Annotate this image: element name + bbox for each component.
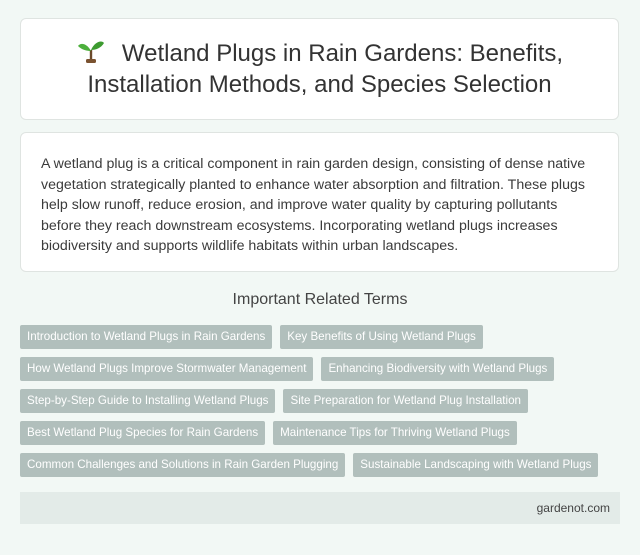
sprout-icon	[76, 39, 106, 63]
related-term-tag[interactable]: How Wetland Plugs Improve Stormwater Management	[20, 357, 313, 381]
related-term-tag[interactable]: Key Benefits of Using Wetland Plugs	[280, 325, 483, 349]
related-terms-list	[20, 325, 624, 477]
related-term-tag[interactable]: Introduction to Wetland Plugs in Rain Gardens	[20, 325, 272, 349]
related-term-tag[interactable]: Sustainable Landscaping with Wetland Plugs	[353, 453, 598, 477]
footer-site-name: gardenot.com	[536, 501, 610, 515]
page-title-text: Wetland Plugs in Rain Gardens: Benefits, Installation Methods, and Species Selection	[87, 40, 564, 98]
related-term-tag[interactable]: Maintenance Tips for Thriving Wetland Plugs	[273, 421, 517, 445]
related-term-tag[interactable]: Step-by-Step Guide to Installing Wetland Plugs	[20, 389, 275, 413]
summary-card	[20, 132, 619, 272]
related-terms-heading: Important Related Terms	[232, 291, 408, 308]
related-term-tag[interactable]: Site Preparation for Wetland Plug Installation	[283, 389, 528, 413]
related-term-tag[interactable]: Best Wetland Plug Species for Rain Gardens	[20, 421, 265, 445]
footer	[20, 492, 620, 524]
related-term-tag[interactable]: Common Challenges and Solutions in Rain Garden Plugging	[20, 453, 345, 477]
title-card	[20, 18, 619, 120]
summary-text: A wetland plug is a critical component in rain garden design, consisting of dense native vegetation strategically planted to enhance water absorption and filtration. These plugs help slow runoff, reduce erosion, and improve water quality by capturing pollutants before they reach downstream ecosystems. Incorporating wetland plugs increases biodiversity and supports wildlife habitats within urban landscapes.	[41, 156, 586, 254]
page-title	[21, 38, 618, 100]
related-term-tag[interactable]: Enhancing Biodiversity with Wetland Plugs	[321, 357, 554, 381]
